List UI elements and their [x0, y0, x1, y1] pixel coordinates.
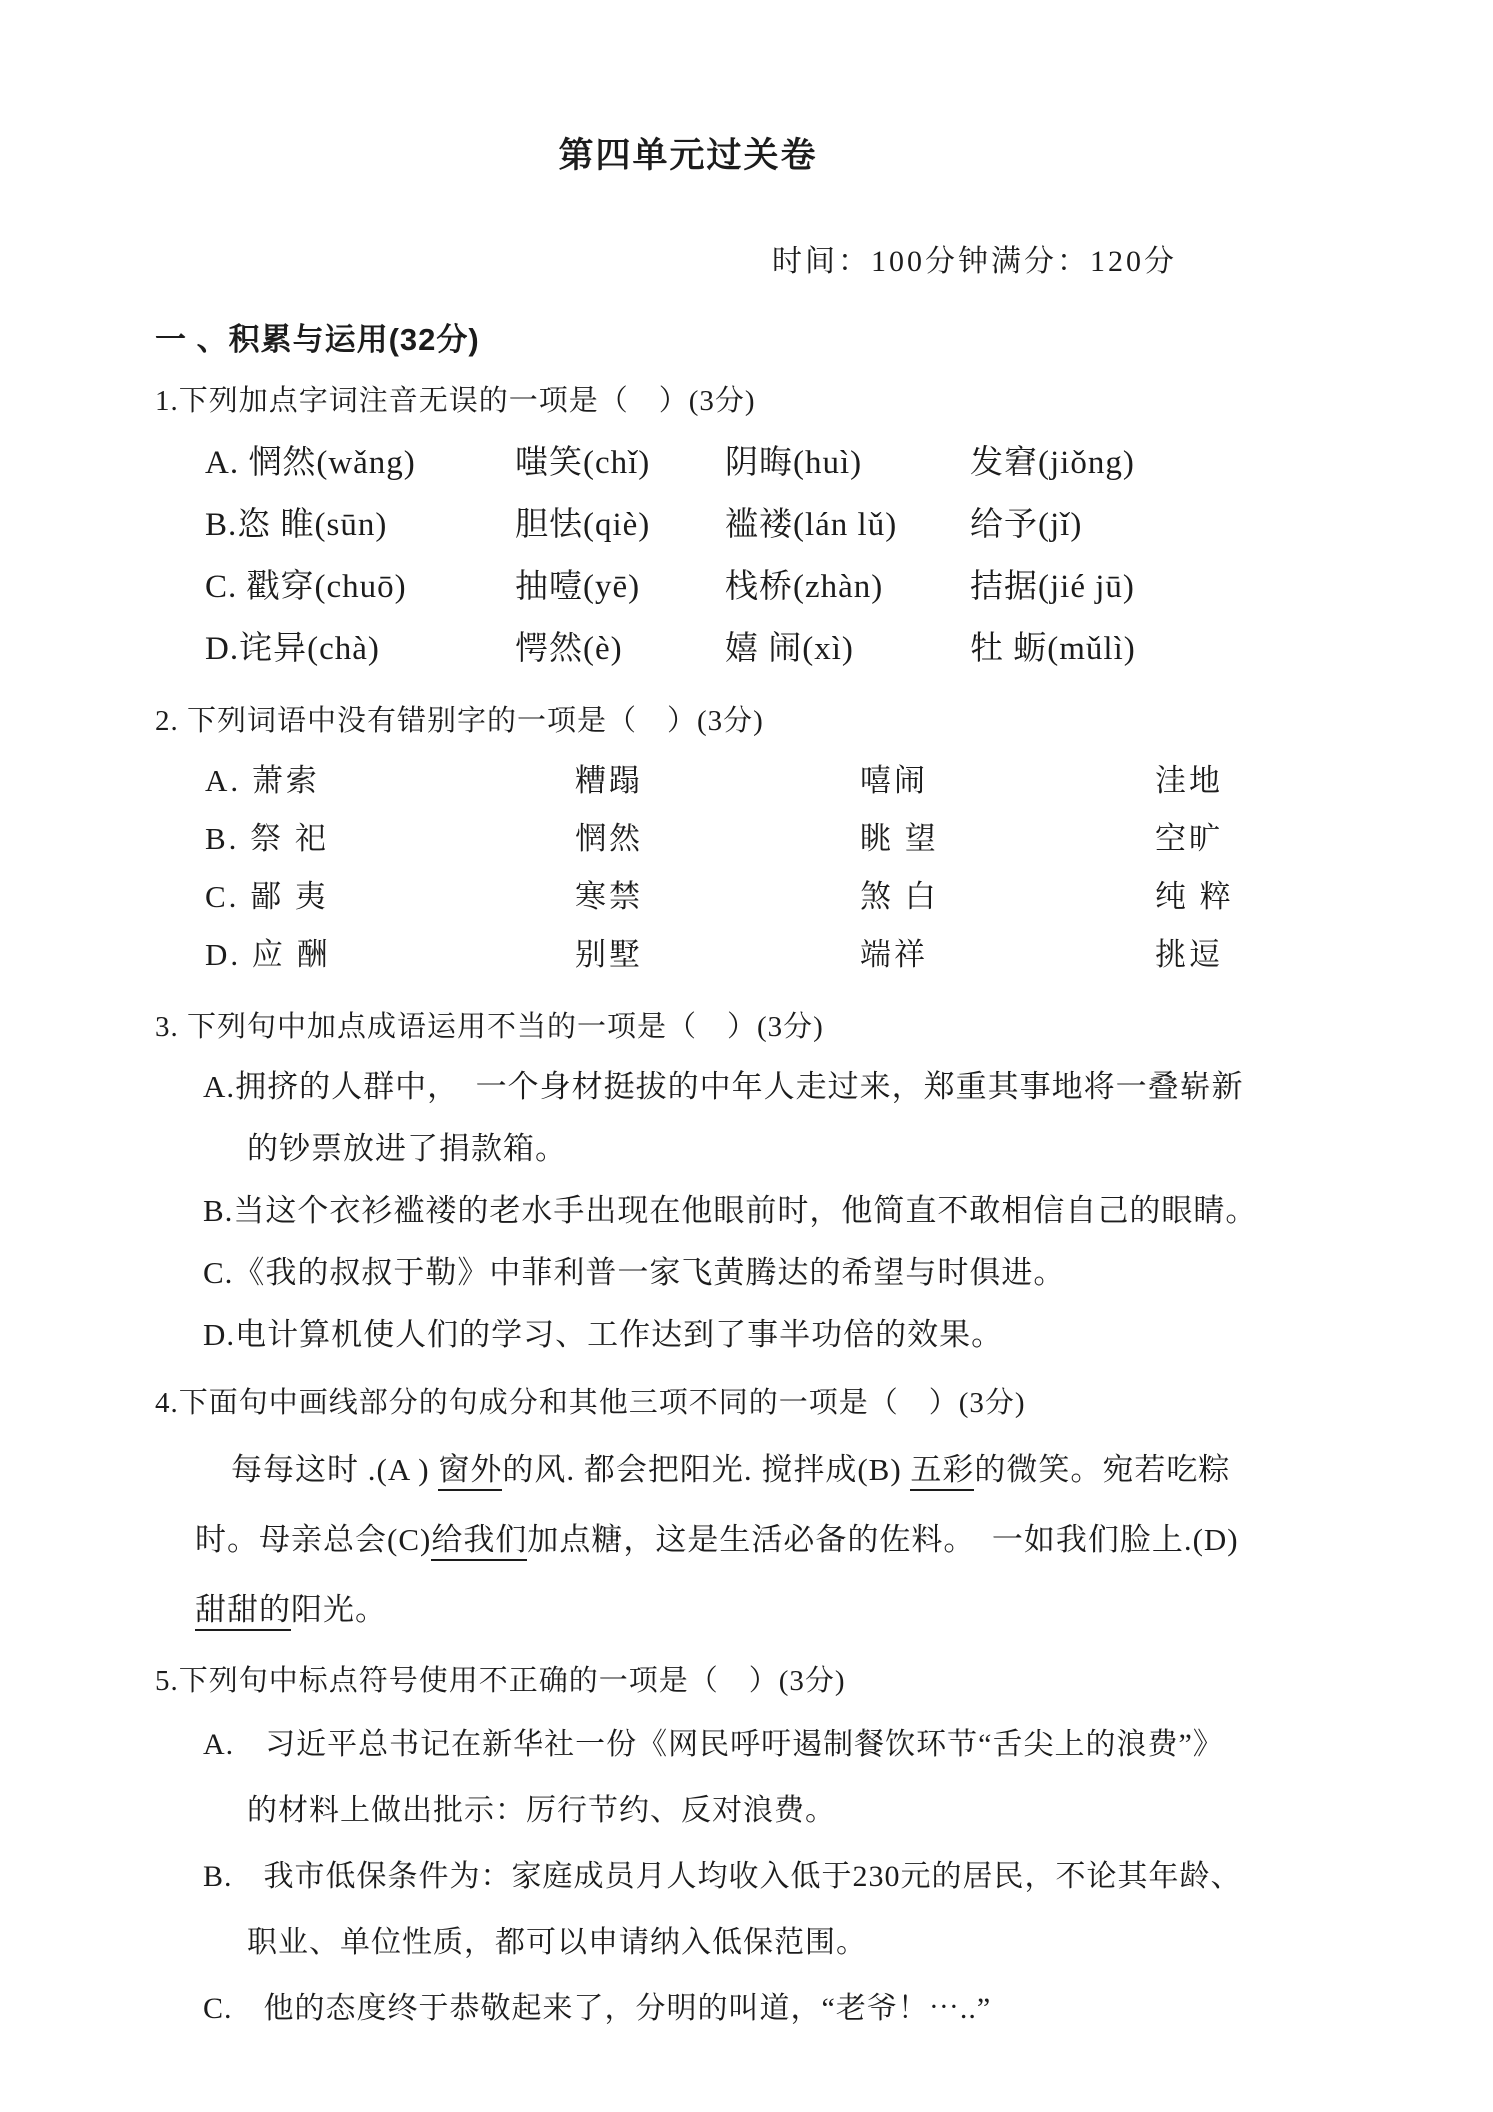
- option-cell: 嬉 闹(xì): [725, 631, 854, 667]
- option-cell: 发窘(jiǒng): [970, 445, 1135, 481]
- q4-sentence-line3: [155, 1588, 1345, 1632]
- q1-option-a: [155, 440, 1345, 486]
- underlined-text: 五彩: [910, 1452, 974, 1491]
- q2-option-a: [155, 760, 1345, 802]
- option-cell: 惘然: [575, 821, 643, 856]
- plain-text: 的风. 都会把阳光. 搅拌成(B): [502, 1452, 911, 1487]
- plain-text: 每每这时 .(A ): [231, 1452, 439, 1487]
- q2-option-c: [155, 876, 1345, 918]
- q1-option-b: [155, 502, 1345, 548]
- option-cell: 煞 白: [860, 879, 939, 914]
- q5-option-a-line1: A. 习近平总书记在新华社一份《网民呼吁遏制餐饮环节“舌尖上的浪费”》: [203, 1728, 1224, 1761]
- option-cell: 给予(jǐ): [970, 507, 1083, 543]
- q3-option-d: D.电计算机使人们的学习、工作达到了事半功倍的效果。: [203, 1317, 1004, 1352]
- option-cell: 愕然(è): [515, 631, 623, 667]
- q5-stem: 5.下列句中标点符号使用不正确的一项是（ ）(3分): [155, 1665, 846, 1697]
- option-cell: A. 惘然(wǎng): [205, 445, 416, 481]
- underlined-text: 给我们: [431, 1522, 527, 1561]
- q1-option-d: [155, 626, 1345, 672]
- plain-text: 时。母亲总会(C): [195, 1522, 432, 1557]
- option-cell: D. 应 酬: [205, 937, 331, 972]
- q4-stem: 4.下面句中画线部分的句成分和其他三项不同的一项是（ ）(3分): [155, 1387, 1026, 1419]
- section-heading: 一 、积累与运用(32分): [155, 322, 480, 357]
- option-cell: 嗤笑(chǐ): [515, 445, 651, 481]
- q2-stem: 2. 下列词语中没有错别字的一项是（ ）(3分): [155, 705, 764, 737]
- option-cell: 端祥: [860, 937, 928, 972]
- q1-stem: 1.下列加点字词注音无误的一项是（ ）(3分): [155, 385, 756, 417]
- option-cell: 嘻闹: [860, 763, 928, 798]
- option-cell: 栈桥(zhàn): [725, 569, 884, 605]
- page-title: 第四单元过关卷: [558, 136, 818, 175]
- option-cell: 洼地: [1155, 763, 1223, 798]
- q2-option-d: [155, 934, 1345, 976]
- option-cell: 别墅: [575, 937, 643, 972]
- option-cell: 空旷: [1155, 821, 1223, 856]
- option-cell: 牡 蛎(mǔlì): [970, 631, 1136, 667]
- q1-option-c: [155, 564, 1345, 610]
- option-cell: 寒禁: [575, 879, 643, 914]
- option-cell: B.恣 睢(sūn): [205, 507, 388, 543]
- q2-option-b: [155, 818, 1345, 860]
- q3-option-c: C.《我的叔叔于勒》中菲利普一家飞黄腾达的希望与时俱进。: [203, 1255, 1066, 1290]
- option-cell: 阴晦(huì): [725, 445, 863, 481]
- q5-option-a-line2: 的材料上做出批示：厉行节约、反对浪费。: [247, 1794, 836, 1827]
- option-cell: 挑逗: [1155, 937, 1223, 972]
- plain-text: 阳光。: [291, 1592, 387, 1627]
- plain-text: 的微笑。宛若吃粽: [974, 1452, 1231, 1487]
- q3-option-b: B.当这个衣衫褴褛的老水手出现在他眼前时，他简直不敢相信自己的眼睛。: [203, 1193, 1258, 1228]
- q5-option-c: C. 他的态度终于恭敬起来了，分明的叫道，“老爷！⋯..”: [203, 1992, 992, 2025]
- q4-sentence-line1: [155, 1448, 1345, 1492]
- option-cell: 纯 粹: [1155, 879, 1234, 914]
- option-cell: C. 鄙 夷: [205, 879, 329, 914]
- option-cell: 胆怯(qiè): [515, 507, 651, 543]
- underlined-text: 窗外: [438, 1452, 502, 1491]
- option-cell: 眺 望: [860, 821, 939, 856]
- exam-meta: 时间：100分钟满分：120分: [772, 245, 1177, 278]
- q3-option-a-line2: 的钞票放进了捐款箱。: [247, 1131, 567, 1166]
- plain-text: 加点糖，这是生活必备的佐料。 一如我们脸上.(D): [527, 1522, 1239, 1557]
- option-cell: C. 戳穿(chuō): [205, 569, 407, 605]
- q5-option-b-line2: 职业、单位性质，都可以申请纳入低保范围。: [247, 1926, 867, 1959]
- option-cell: 褴褛(lán lǔ): [725, 507, 898, 543]
- option-cell: 抽噎(yē): [515, 569, 641, 605]
- q3-option-a-line1: A.拥挤的人群中， 一个身材挺拔的中年人走过来，郑重其事地将一叠崭新: [203, 1069, 1244, 1104]
- option-cell: 糟蹋: [575, 763, 643, 798]
- underlined-text: 甜甜的: [195, 1592, 291, 1631]
- option-cell: A. 萧索: [205, 763, 320, 798]
- q3-stem: 3. 下列句中加点成语运用不当的一项是（ ）(3分): [155, 1011, 824, 1043]
- option-cell: D.诧异(chà): [205, 631, 380, 667]
- q5-option-b-line1: B. 我市低保条件为：家庭成员月人均收入低于230元的居民，不论其年龄、: [203, 1860, 1242, 1893]
- q4-sentence-line2: [155, 1518, 1345, 1562]
- option-cell: 拮据(jié jū): [970, 569, 1135, 605]
- option-cell: B. 祭 祀: [205, 821, 329, 856]
